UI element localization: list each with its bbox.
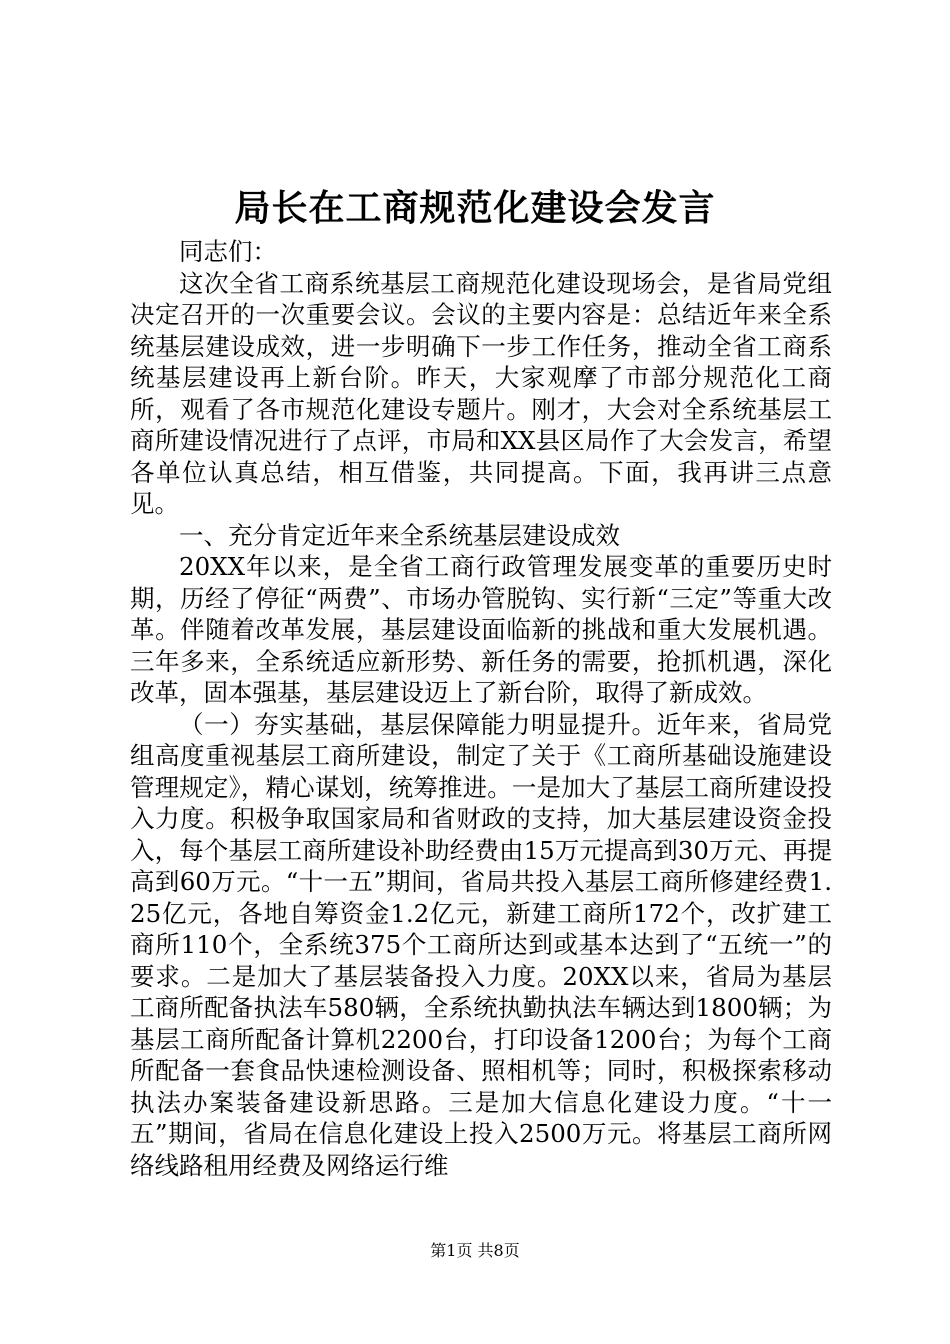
page-footer: 第1页 共8页 <box>430 1241 520 1260</box>
paragraph-intro: 这次全省工商系统基层工商规范化建设现场会，是省局党组决定召开的一次重要会议。会议的主要内容是：总结近年来全系统基层建设成效，进一步明确下一步工作任务，推动全省工商系统基层建设再上新台阶。昨天，大家观摩了市部分规范化工商所，观看了各市规范化建设专题片。刚才，大会对全系统基层工商所建设情况进行了点评，市局和XX县区局作了大会发言，希望各单位认真总结，相互借鉴，共同提高。下面，我再讲三点意见。 <box>130 268 832 518</box>
section-heading-1: 一、充分肯定近年来全系统基层建设成效 <box>179 520 620 550</box>
salutation: 同志们： <box>179 237 277 266</box>
document-title: 局长在工商规范化建设会发言 <box>234 187 716 229</box>
document-body <box>130 236 832 1181</box>
paragraph-history: 20XX年以来，是全省工商行政管理发展变革的重要历史时期，历经了停征“两费”、市场办管脱钩、实行新“三定”等重大改革。伴随着改革发展，基层建设面临新的挑战和重大发展机遇。三年多来，全系统适应新形势、新任务的需要，抢抓机遇，深化改革，固本强基，基层建设迈上了新台阶，取得了新成效。 <box>130 552 832 707</box>
paragraph-subsection-1: （一）夯实基础，基层保障能力明显提升。近年来，省局党组高度重视基层工商所建设，制定了关于《工商所基础设施建设管理规定》，精心谋划，统筹推进。一是加大了基层工商所建设投入力度。积极争取国家局和省财政的支持，加大基层建设资金投入，每个基层工商所建设补助经费由15万元提高到30万元、再提高到60万元。“十一五”期间，省局共投入基层工商所修建经费1.25亿元，各地自筹资金1.2亿元，新建工商所172个，改扩建工商所110个，全系统375个工商所达到或基本达到了“五统一”的要求。二是加大了基层装备投入力度。20XX以来，省局为基层工商所配备执法车580辆，全系统执勤执法车辆达到1800辆；为基层工商所配备计算机2200台，打印设备1200台；为每个工商所配备一套食品快速检测设备、照相机等；同时，积极探索移动执法办案装备建设新思路。三是加大信息化建设力度。“十一五”期间，省局在信息化建设上投入2500万元。将基层工商所网络线路租用经费及网络运行维 <box>130 709 832 1180</box>
